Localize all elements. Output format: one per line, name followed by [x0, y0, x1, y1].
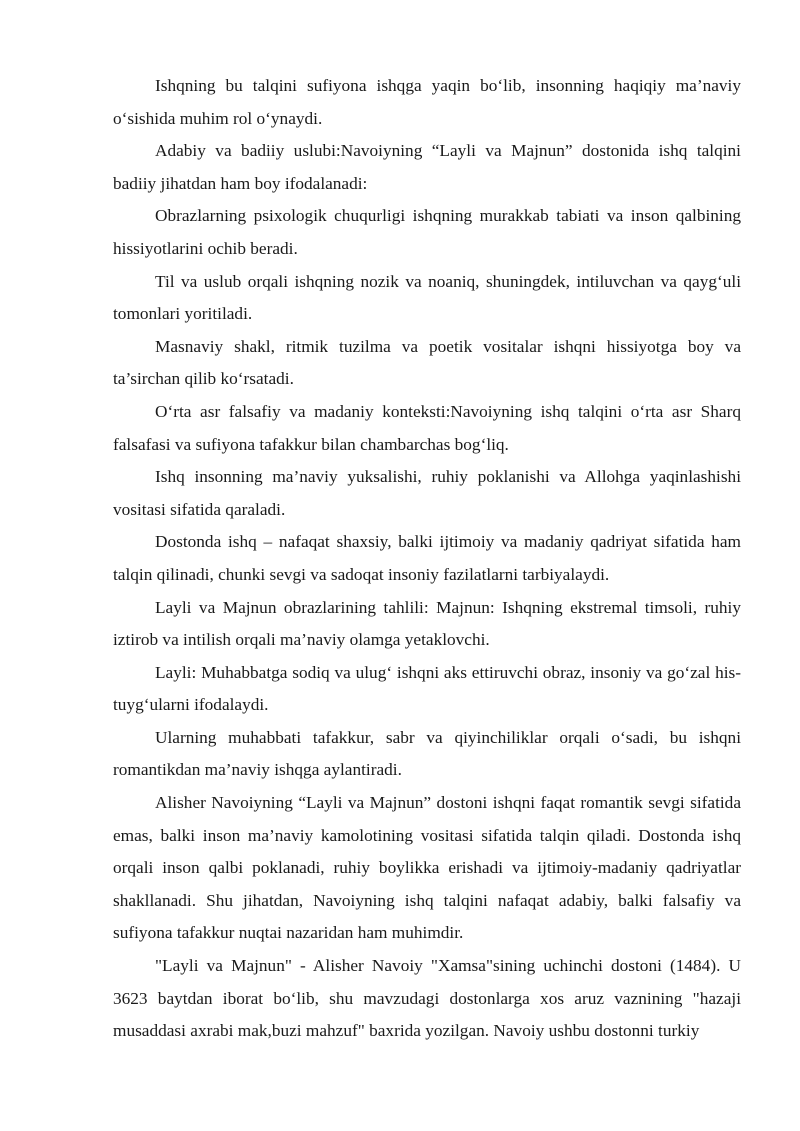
paragraph-9: Layli va Majnun obrazlarining tahlili: Majnun: Ishqning ekstremal timsoli, ruhiy iztirob va intilish orqali ma’naviy olamga yetaklovchi. — [113, 597, 741, 650]
paragraph-12: Alisher Navoiyning “Layli va Majnun” dostoni ishqni faqat romantik sevgi sifatida emas, balki inson ma’naviy kamolotining vositasi sifatida talqin qiladi. Dostonda ishq orqali inson qalbi poklanadi, ruhiy boylikka erishadi va ijtimoiy-madaniy qadriyatlar shakllanadi. Shu jihatdan, Navoiyning ishq talqini nafaqat adabiy, balki falsafiy va sufiyona tafakkur nuqtai nazaridan ham muhimdir. — [113, 793, 741, 943]
paragraph-5: Masnaviy shakl, ritmik tuzilma va poetik vositalar ishqni hissiyotga boy va ta’sirchan qilib ko‘rsatadi. — [113, 336, 741, 389]
paragraph-6: O‘rta asr falsafiy va madaniy konteksti:Navoiyning ishq talqini o‘rta asr Sharq falsafasi va sufiyona tafakkur bilan chambarchas bog‘liq. — [113, 401, 741, 454]
paragraph-1: Ishqning bu talqini sufiyona ishqga yaqin bo‘lib, insonning haqiqiy ma’naviy o‘sishida muhim rol o‘ynaydi. — [113, 76, 741, 128]
paragraph-10: Layli: Muhabbatga sodiq va ulug‘ ishqni aks ettiruvchi obraz, insoniy va go‘zal his-tuyg‘ularni ifodalaydi. — [113, 662, 741, 715]
paragraph-4: Til va uslub orqali ishqning nozik va noaniq, shuningdek, intiluvchan va qayg‘uli tomonlari yoritiladi. — [113, 271, 741, 324]
paragraph-2: Adabiy va badiiy uslubi:Navoiyning “Layli va Majnun” dostonida ishq talqini badiiy jihatdan ham boy ifodalanadi: — [113, 141, 741, 193]
paragraph-8: Dostonda ishq – nafaqat shaxsiy, balki ijtimoiy va madaniy qadriyat sifatida ham talqin qilinadi, chunki sevgi va sadoqat insoniy fazilatlarni tarbiyalaydi. — [113, 532, 741, 584]
paragraph-11: Ularning muhabbati tafakkur, sabr va qiyinchiliklar orqali o‘sadi, bu ishqni romantikdan ma’naviy ishqga aylantiradi. — [113, 727, 741, 780]
document-page — [113, 70, 741, 1048]
paragraph-3: Obrazlarning psixologik chuqurligi ishqning murakkab tabiati va inson qalbining hissiyotlarini ochib beradi. — [113, 206, 741, 258]
paragraph-13: "Layli va Majnun" - Alisher Navoiy "Xamsa"sining uchinchi dostoni (1484). U 3623 baytdan iborat bo‘lib, shu mavzudagi dostonlarga xos aruz vaznining "hazaji musaddasi axrabi mak,buzi mahzuf" baxrida yozilgan. Navoiy ushbu dostonni turkiy — [113, 956, 741, 1041]
paragraph-7: Ishq insonning ma’naviy yuksalishi, ruhiy poklanishi va Allohga yaqinlashishi vositasi sifatida qaraladi. — [113, 467, 741, 519]
